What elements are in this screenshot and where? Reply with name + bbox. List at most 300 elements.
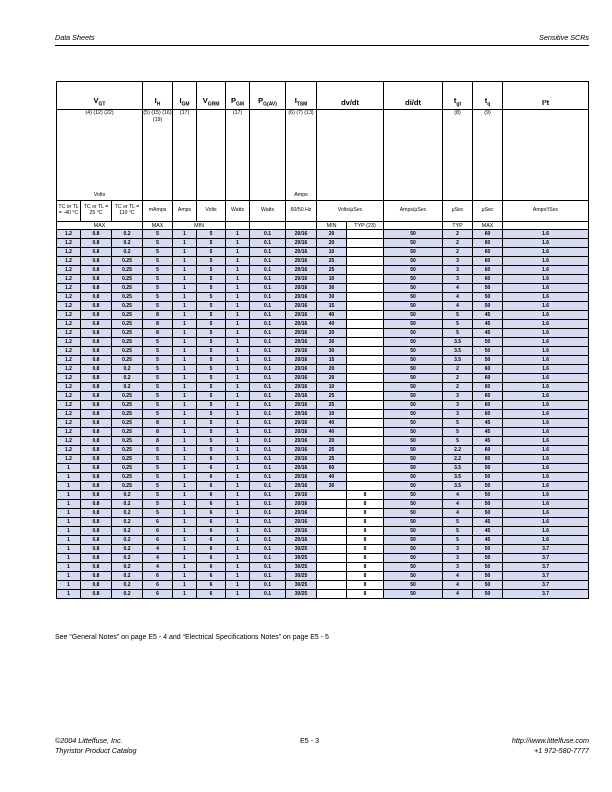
cell-igm: 1 [173, 338, 197, 347]
cell-dvdt-typ [347, 455, 384, 464]
cell-vgt-minus40: 1.2 [57, 374, 81, 383]
cell-vgt-25: 0.8 [81, 527, 112, 536]
cell-vgrm: 5 [197, 338, 226, 347]
cell-vgt-minus40: 1 [57, 491, 81, 500]
cell-pgav: 0.1 [250, 383, 286, 392]
param-pgm-label: P [230, 95, 236, 105]
cell-i2t: 1.6 [503, 365, 589, 374]
cell-tgt: 3 [443, 392, 473, 401]
cell-dvdt-typ [347, 338, 384, 347]
cell-itsm: 20/16 [286, 266, 317, 275]
limit-pgm [226, 222, 250, 230]
cell-vgt-110: 0.25 [112, 320, 143, 329]
cell-pgav: 0.1 [250, 347, 286, 356]
cell-ih: 8 [143, 329, 173, 338]
param-vgt-label: V [93, 95, 99, 105]
cell-tq: 50 [473, 302, 503, 311]
cell-dvdt-min: 25 [317, 266, 347, 275]
limit-ih: MAX [143, 222, 173, 230]
footer-catalog: Thyristor Product Catalog [55, 745, 137, 755]
cell-vgt-minus40: 1.2 [57, 311, 81, 320]
cell-dvdt-typ: 8 [347, 527, 384, 536]
cell-vgt-25: 0.8 [81, 410, 112, 419]
limit-vgt: MAX [57, 222, 143, 230]
cell-vgt-minus40: 1.2 [57, 284, 81, 293]
header-product-title: Sensitive SCRs [539, 33, 589, 42]
cell-dvdt-min: 15 [317, 356, 347, 365]
cell-itsm: 20/16 [286, 392, 317, 401]
note-itsm-text: (6) (7) (13) [288, 110, 314, 116]
cell-tgt: 3.5 [443, 473, 473, 482]
cell-vgt-110: 0.2 [112, 554, 143, 563]
cell-ih: 8 [143, 320, 173, 329]
cell-ih: 6 [143, 581, 173, 590]
table-row [57, 374, 589, 383]
footer-right [512, 736, 589, 755]
cell-vgt-25: 0.8 [81, 491, 112, 500]
cell-pgav: 0.1 [250, 527, 286, 536]
cell-i2t: 1.6 [503, 401, 589, 410]
cell-vgt-minus40: 1 [57, 500, 81, 509]
cell-tq: 45 [473, 527, 503, 536]
param-vgt-sub: GT [98, 101, 106, 107]
cell-tq: 60 [473, 401, 503, 410]
footer-url: http://www.littelfuse.com [511, 736, 589, 745]
cell-dvdt-typ [347, 248, 384, 257]
cell-vgt-110: 0.25 [112, 356, 143, 365]
cell-tgt: 4 [443, 284, 473, 293]
cell-ih: 5 [143, 410, 173, 419]
cell-pgav: 0.1 [250, 536, 286, 545]
cell-igm: 1 [173, 590, 197, 599]
cell-itsm: 20/16 [286, 482, 317, 491]
cell-igm: 1 [173, 230, 197, 239]
cell-tgt: 4 [443, 509, 473, 518]
cell-pgm: 1 [226, 401, 250, 410]
cell-pgm: 1 [226, 374, 250, 383]
table-row [57, 527, 589, 536]
cell-pgav: 0.1 [250, 437, 286, 446]
cell-didt: 50 [384, 446, 443, 455]
cell-itsm: 20/16 [286, 383, 317, 392]
unit-i2t: Amps²/Sec [503, 201, 589, 222]
cell-vgrm: 5 [197, 257, 226, 266]
cell-ih: 5 [143, 473, 173, 482]
cell-ih: 5 [143, 302, 173, 311]
cell-vgt-25: 0.8 [81, 554, 112, 563]
table-row [57, 581, 589, 590]
cell-igm: 1 [173, 320, 197, 329]
cell-tgt: 3.5 [443, 347, 473, 356]
cell-pgav: 0.1 [250, 239, 286, 248]
cell-ih: 5 [143, 482, 173, 491]
cell-vgt-110: 0.25 [112, 275, 143, 284]
cell-vgt-25: 0.8 [81, 509, 112, 518]
cell-ih: 5 [143, 392, 173, 401]
cell-didt: 50 [384, 545, 443, 554]
cell-vgt-25: 0.8 [81, 518, 112, 527]
cell-dvdt-typ [347, 410, 384, 419]
cell-itsm: 20/16 [286, 419, 317, 428]
cell-dvdt-min: 10 [317, 248, 347, 257]
cell-vgt-25: 0.8 [81, 428, 112, 437]
cell-pgm: 1 [226, 275, 250, 284]
header-section-title: Data Sheets [55, 33, 95, 42]
cell-dvdt-min: 40 [317, 428, 347, 437]
cell-dvdt-typ: 8 [347, 509, 384, 518]
cell-vgrm: 6 [197, 464, 226, 473]
cell-pgm: 1 [226, 410, 250, 419]
cell-i2t: 1.6 [503, 419, 589, 428]
cell-i2t: 1.6 [503, 500, 589, 509]
notes-row [57, 110, 589, 201]
cell-dvdt-min [317, 491, 347, 500]
cell-i2t: 1.6 [503, 392, 589, 401]
cell-didt: 50 [384, 464, 443, 473]
cell-vgt-110: 0.25 [112, 455, 143, 464]
cell-igm: 1 [173, 410, 197, 419]
cell-dvdt-min: 20 [317, 374, 347, 383]
cell-igm: 1 [173, 365, 197, 374]
param-tgt [443, 82, 473, 110]
cell-vgrm: 6 [197, 509, 226, 518]
cell-tgt: 4 [443, 500, 473, 509]
cell-vgt-25: 0.8 [81, 590, 112, 599]
cell-pgav: 0.1 [250, 365, 286, 374]
cell-vgt-110: 0.25 [112, 446, 143, 455]
cell-i2t: 1.6 [503, 338, 589, 347]
cell-didt: 50 [384, 311, 443, 320]
cell-didt: 50 [384, 302, 443, 311]
cell-vgt-25: 0.8 [81, 230, 112, 239]
cell-pgm: 1 [226, 500, 250, 509]
cell-tgt: 3 [443, 545, 473, 554]
cell-tq: 50 [473, 572, 503, 581]
cell-vgt-110: 0.25 [112, 482, 143, 491]
cell-dvdt-min: 30 [317, 347, 347, 356]
cell-ih: 5 [143, 275, 173, 284]
cell-vgt-minus40: 1 [57, 536, 81, 545]
cell-itsm: 30/25 [286, 572, 317, 581]
cell-pgav: 0.1 [250, 500, 286, 509]
cell-itsm: 20/16 [286, 464, 317, 473]
cell-dvdt-typ: 8 [347, 545, 384, 554]
cell-vgt-110: 0.2 [112, 374, 143, 383]
cell-ih: 5 [143, 509, 173, 518]
cell-dvdt-typ: 8 [347, 554, 384, 563]
cell-ih: 8 [143, 311, 173, 320]
param-i2t: I²t [503, 82, 589, 110]
cell-ih: 5 [143, 365, 173, 374]
cell-dvdt-min [317, 545, 347, 554]
cell-ih: 5 [143, 455, 173, 464]
cell-pgm: 1 [226, 284, 250, 293]
cell-vgt-110: 0.25 [112, 410, 143, 419]
cell-vgt-25: 0.8 [81, 347, 112, 356]
cell-pgav: 0.1 [250, 302, 286, 311]
param-vgrm [197, 82, 226, 110]
cell-vgt-minus40: 1 [57, 572, 81, 581]
cell-itsm: 20/16 [286, 473, 317, 482]
cell-tgt: 2 [443, 365, 473, 374]
cell-vgt-minus40: 1.2 [57, 239, 81, 248]
cell-vgrm: 6 [197, 518, 226, 527]
cell-dvdt-typ [347, 329, 384, 338]
cell-igm: 1 [173, 401, 197, 410]
cell-tq: 45 [473, 329, 503, 338]
cell-vgt-25: 0.8 [81, 536, 112, 545]
cell-vgt-minus40: 1 [57, 509, 81, 518]
cell-igm: 1 [173, 572, 197, 581]
cell-dvdt-min: 30 [317, 293, 347, 302]
cell-ih: 5 [143, 500, 173, 509]
cond-110: TC or TL = 110 °C [112, 201, 143, 222]
note-dvdt [317, 110, 384, 201]
note-igm: (17) [173, 110, 197, 201]
cell-pgm: 1 [226, 248, 250, 257]
cell-tgt: 4 [443, 293, 473, 302]
cell-vgrm: 5 [197, 437, 226, 446]
cell-ih: 5 [143, 356, 173, 365]
cell-tgt: 5 [443, 320, 473, 329]
param-dvdt: dv/dt [317, 82, 384, 110]
cell-itsm: 20/16 [286, 293, 317, 302]
cell-vgrm: 5 [197, 428, 226, 437]
cell-pgm: 1 [226, 437, 250, 446]
cell-pgm: 1 [226, 383, 250, 392]
param-pgm-sub: GM [236, 101, 245, 107]
cell-i2t: 1.6 [503, 356, 589, 365]
cell-pgav: 0.1 [250, 248, 286, 257]
table-row [57, 275, 589, 284]
cell-didt: 50 [384, 329, 443, 338]
cell-igm: 1 [173, 266, 197, 275]
cell-i2t: 3.7 [503, 563, 589, 572]
cell-itsm: 20/16 [286, 347, 317, 356]
cell-dvdt-typ [347, 347, 384, 356]
cell-tq: 60 [473, 446, 503, 455]
cell-itsm: 20/16 [286, 527, 317, 536]
param-igm [173, 82, 197, 110]
note-vgrm [197, 110, 226, 201]
cell-vgt-110: 0.2 [112, 572, 143, 581]
cell-tq: 60 [473, 257, 503, 266]
cell-pgav: 0.1 [250, 392, 286, 401]
table-row [57, 365, 589, 374]
table-row [57, 284, 589, 293]
cell-vgrm: 5 [197, 266, 226, 275]
table-row [57, 428, 589, 437]
cell-vgt-110: 0.2 [112, 491, 143, 500]
cell-dvdt-typ [347, 230, 384, 239]
note-pgm: (17) [226, 110, 250, 201]
cell-dvdt-min [317, 590, 347, 599]
cell-igm: 1 [173, 293, 197, 302]
cell-vgt-25: 0.8 [81, 284, 112, 293]
cell-itsm: 20/16 [286, 455, 317, 464]
cell-vgt-25: 0.8 [81, 500, 112, 509]
cell-tq: 50 [473, 464, 503, 473]
cell-tq: 50 [473, 338, 503, 347]
cell-igm: 1 [173, 392, 197, 401]
cell-didt: 50 [384, 284, 443, 293]
cell-itsm: 30/25 [286, 554, 317, 563]
cell-didt: 50 [384, 230, 443, 239]
limit-dvdt-min: MIN [317, 222, 347, 230]
cell-vgrm: 5 [197, 239, 226, 248]
cell-tq: 60 [473, 239, 503, 248]
cell-igm: 1 [173, 563, 197, 572]
cell-vgt-minus40: 1.2 [57, 437, 81, 446]
cell-tq: 45 [473, 437, 503, 446]
cell-tgt: 4 [443, 581, 473, 590]
cell-vgt-25: 0.8 [81, 473, 112, 482]
cell-vgt-25: 0.8 [81, 419, 112, 428]
table-row [57, 356, 589, 365]
cond-25: TC or TL = 25 °C [81, 201, 112, 222]
note-itsm [286, 110, 317, 201]
cell-dvdt-typ [347, 482, 384, 491]
cell-dvdt-typ: 8 [347, 590, 384, 599]
note-vgt-text: (4) (12) (22) [85, 110, 114, 116]
cell-tgt: 3.5 [443, 464, 473, 473]
cell-vgt-110: 0.2 [112, 248, 143, 257]
cell-didt: 50 [384, 437, 443, 446]
param-ih-label: I [154, 95, 157, 105]
cell-tgt: 2 [443, 383, 473, 392]
cell-itsm: 20/16 [286, 311, 317, 320]
cell-dvdt-typ [347, 356, 384, 365]
cell-didt: 50 [384, 527, 443, 536]
table-row [57, 563, 589, 572]
cell-vgrm: 5 [197, 374, 226, 383]
cell-vgt-110: 0.25 [112, 338, 143, 347]
cell-pgm: 1 [226, 356, 250, 365]
cell-vgrm: 5 [197, 293, 226, 302]
unit-vgt: Volts [93, 192, 106, 199]
cell-i2t: 1.6 [503, 446, 589, 455]
table-row [57, 401, 589, 410]
cell-igm: 1 [173, 473, 197, 482]
cell-igm: 1 [173, 581, 197, 590]
cell-dvdt-min: 40 [317, 419, 347, 428]
cell-vgt-110: 0.25 [112, 437, 143, 446]
spec-table [56, 81, 589, 599]
cell-vgt-110: 0.2 [112, 500, 143, 509]
cell-igm: 1 [173, 329, 197, 338]
cell-vgt-25: 0.8 [81, 392, 112, 401]
cell-tq: 50 [473, 500, 503, 509]
cell-i2t: 1.6 [503, 527, 589, 536]
cell-pgav: 0.1 [250, 482, 286, 491]
cell-pgm: 1 [226, 455, 250, 464]
cell-tgt: 5 [443, 437, 473, 446]
cell-pgav: 0.1 [250, 266, 286, 275]
cell-didt: 50 [384, 428, 443, 437]
cell-didt: 50 [384, 266, 443, 275]
cell-pgm: 1 [226, 518, 250, 527]
cell-dvdt-min: 10 [317, 410, 347, 419]
cell-tgt: 2 [443, 374, 473, 383]
cell-igm: 1 [173, 554, 197, 563]
cell-itsm: 30/25 [286, 590, 317, 599]
cell-i2t: 1.6 [503, 383, 589, 392]
cell-dvdt-typ [347, 284, 384, 293]
unit-pgm: Watts [226, 201, 250, 222]
cell-pgm: 1 [226, 239, 250, 248]
cell-igm: 1 [173, 437, 197, 446]
table-row [57, 257, 589, 266]
cell-vgt-minus40: 1 [57, 554, 81, 563]
cell-vgt-minus40: 1.2 [57, 455, 81, 464]
cell-vgt-25: 0.8 [81, 482, 112, 491]
cell-tgt: 3 [443, 275, 473, 284]
cell-pgav: 0.1 [250, 446, 286, 455]
cell-tgt: 3 [443, 401, 473, 410]
param-tq [473, 82, 503, 110]
cell-dvdt-typ [347, 428, 384, 437]
cell-pgm: 1 [226, 320, 250, 329]
cell-dvdt-typ [347, 437, 384, 446]
cell-pgm: 1 [226, 338, 250, 347]
cell-vgt-25: 0.8 [81, 293, 112, 302]
table-row [57, 392, 589, 401]
cell-vgt-25: 0.8 [81, 455, 112, 464]
cell-itsm: 30/25 [286, 545, 317, 554]
cell-dvdt-typ [347, 473, 384, 482]
cell-dvdt-min: 40 [317, 320, 347, 329]
param-itsm-sub: TSM [296, 101, 308, 107]
cell-i2t: 1.6 [503, 410, 589, 419]
cell-itsm: 20/16 [286, 239, 317, 248]
cell-tgt: 3.5 [443, 482, 473, 491]
cell-dvdt-typ [347, 374, 384, 383]
cell-vgt-25: 0.8 [81, 275, 112, 284]
cell-dvdt-min [317, 563, 347, 572]
cell-vgrm: 5 [197, 320, 226, 329]
cell-pgm: 1 [226, 545, 250, 554]
cell-vgt-110: 0.2 [112, 581, 143, 590]
cell-vgrm: 6 [197, 572, 226, 581]
cell-itsm: 30/25 [286, 581, 317, 590]
cell-i2t: 3.7 [503, 545, 589, 554]
unit-didt: Amps/μSec [384, 201, 443, 222]
cell-vgt-110: 0.25 [112, 347, 143, 356]
cell-ih: 5 [143, 347, 173, 356]
cell-dvdt-min: 25 [317, 392, 347, 401]
table-row [57, 248, 589, 257]
cell-pgm: 1 [226, 428, 250, 437]
cell-dvdt-typ [347, 419, 384, 428]
cell-vgt-minus40: 1.2 [57, 446, 81, 455]
cell-pgm: 1 [226, 419, 250, 428]
cell-didt: 50 [384, 401, 443, 410]
cell-vgrm: 6 [197, 500, 226, 509]
cell-i2t: 3.7 [503, 581, 589, 590]
param-tq-sub: q [487, 101, 491, 107]
cell-didt: 50 [384, 491, 443, 500]
cell-itsm: 20/16 [286, 401, 317, 410]
cell-i2t: 1.6 [503, 293, 589, 302]
cell-dvdt-min [317, 518, 347, 527]
cell-vgrm: 6 [197, 554, 226, 563]
cell-pgm: 1 [226, 509, 250, 518]
cell-vgrm: 5 [197, 347, 226, 356]
cell-vgt-110: 0.25 [112, 284, 143, 293]
cell-dvdt-typ [347, 266, 384, 275]
cell-pgm: 1 [226, 581, 250, 590]
cell-ih: 6 [143, 572, 173, 581]
